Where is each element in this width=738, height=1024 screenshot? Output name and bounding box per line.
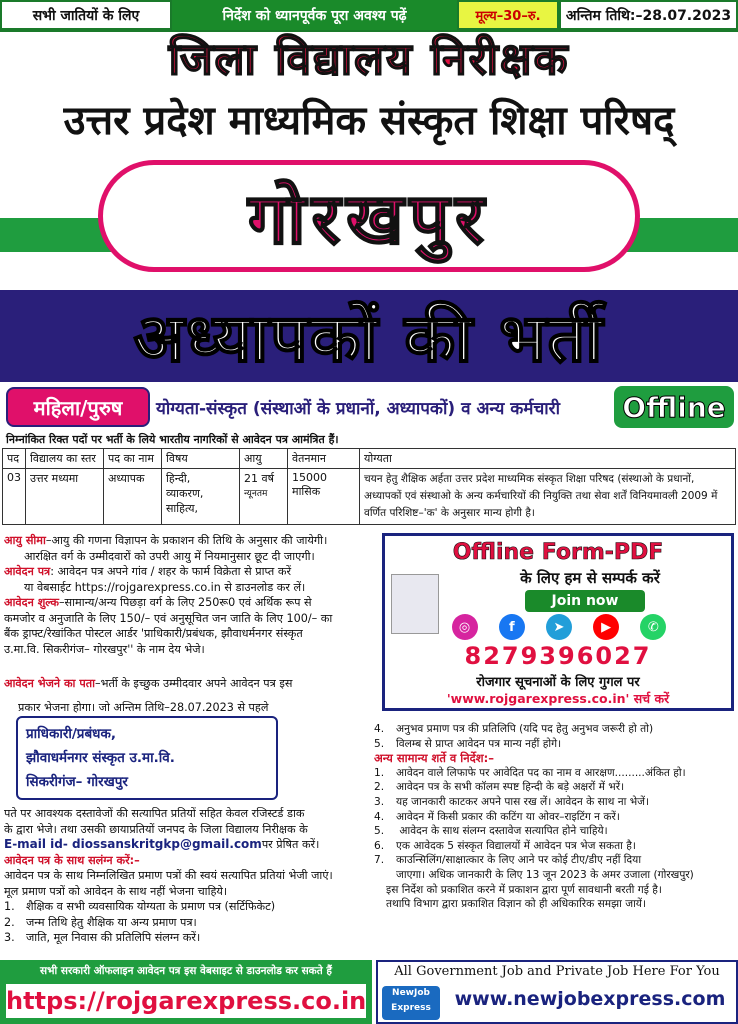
- subject-1: हिन्दी,: [166, 472, 191, 485]
- list-item-number: 5.: [374, 825, 385, 838]
- list-item: [4, 930, 376, 946]
- email-text: E-mail id- diossanskritgkp@gmail.com: [4, 837, 262, 851]
- list-item-number: 5.: [374, 737, 385, 750]
- ad-subtitle: के लिए हम से सम्पर्क करें: [520, 569, 660, 587]
- recruitment-title: अध्यापकों की भर्ती: [133, 300, 605, 377]
- email-suffix: पर प्रेषित करें।: [261, 838, 320, 851]
- list-item-text: जाति, मूल निवास की प्रतिलिपि संलग्न करें।: [26, 931, 201, 944]
- fee-text: –सामान्य/अन्य पिछड़ा वर्ग के लिए 250रू0 एवं अर्थिक रूप से: [58, 596, 312, 609]
- table-header-row: [3, 449, 736, 469]
- subject-2: व्याकरण,: [166, 487, 204, 500]
- list-item-number: 6.: [374, 839, 385, 852]
- right-conditions: [374, 722, 736, 912]
- newjob-express-logo: [382, 986, 440, 1020]
- price-label: मूल्य–30–रु.: [457, 0, 559, 30]
- list-item: [374, 795, 736, 810]
- subject-3: साहित्य,: [166, 502, 199, 515]
- list-item-text: आवेदन पत्र के सभी कॉलम स्पष्ट हिन्दी के बड़े अक्षरों में भरें।: [396, 781, 625, 794]
- items-a-list: [374, 722, 736, 751]
- telegram-icon[interactable]: ➤: [546, 614, 572, 640]
- enc-text: आवेदन पत्र के साथ निम्नलिखित प्रमाण पत्रों की स्वयं सत्यापित प्रतियां भेजी जाएं।: [4, 869, 333, 882]
- newjobexpress-link[interactable]: www.newjobexpress.com: [454, 988, 726, 1010]
- fee-text-2: कमजोर व अनुजाति के लिए 150/– एवं अनुसूचित जन जाति के लिए 100/– का: [4, 611, 333, 625]
- list-item-text: शैक्षिक व सभी व्यवसायिक योग्यता के प्रमाण पत्र (सर्टिफिकेट): [26, 900, 276, 913]
- city-name: गोरखपुर: [248, 178, 490, 260]
- logo-line-2: Express: [391, 1003, 431, 1013]
- addr-line-3: सिकरीगंज– गोरखपुर: [26, 774, 128, 790]
- addr-text: –भर्ती के इच्छुक उम्मीदवार अपने आवेदन पत्र इस: [94, 677, 293, 690]
- fee-text-3: बैंक ड्राफ्ट/रेखांकित पोस्टल आर्डर 'प्राधिकारी/प्रबंधक, झौवाधर्मनगर संस्कृत: [4, 627, 303, 640]
- join-now-button[interactable]: Join now: [525, 590, 645, 612]
- list-item-number: 7.: [374, 854, 385, 867]
- address-section: [4, 676, 376, 715]
- list-item: [374, 853, 736, 868]
- list-item-number: 2.: [374, 781, 385, 794]
- address-box: [16, 716, 278, 800]
- th-pay: वेतनमान: [288, 449, 360, 469]
- age-value: 21 वर्ष: [244, 472, 274, 485]
- city-banner: [98, 160, 640, 272]
- list-item-number: 2.: [4, 915, 15, 929]
- ad-title: Offline Form-PDF: [452, 540, 664, 565]
- fee-label: आवेदन शुल्क: [4, 596, 59, 609]
- cont-text-3: तथापि विभाग द्वारा प्रकाशित विज्ञान को ही अधिकारिक समझा जायें।: [386, 898, 646, 911]
- list-item: [4, 899, 376, 915]
- whatsapp-icon[interactable]: ✆: [640, 614, 666, 640]
- footer-right-text: All Government Job and Private Job Here For You: [394, 964, 720, 979]
- list-item-text: अनुभव प्रमाण पत्र की प्रतिलिपि (यदि पद हेतु अनुभव जरूरी हो तो): [396, 723, 654, 735]
- items-b-list: [374, 766, 736, 868]
- cell-name: अध्यापक: [104, 469, 162, 525]
- logo-line-1: NewJob: [392, 988, 430, 998]
- top-strip: [0, 0, 738, 32]
- other-conditions-label: अन्य सामान्य शर्ते व निर्देश:–: [374, 751, 494, 766]
- list-item: [374, 766, 736, 781]
- age-section: [4, 533, 376, 657]
- enclosure-list: [4, 899, 376, 946]
- cell-posts: 03: [3, 469, 26, 525]
- list-item-text: विलम्ब से प्राप्त आवेदन पत्र मान्य नहीं होगे।: [396, 737, 562, 750]
- instagram-icon[interactable]: ◎: [452, 614, 478, 640]
- th-age: आयु: [240, 449, 288, 469]
- footer-left-text: सभी सरकारी ऑफलाइन आवेदन पत्र इस वेबसाइट से डाउनलोड कर सकते हैं: [40, 965, 332, 977]
- form-label: आवेदन पत्र: [4, 565, 51, 578]
- rojgarexpress-link[interactable]: https://rojgarexpress.co.in: [4, 982, 368, 1020]
- list-item: [4, 915, 376, 931]
- age-text-2: आरक्षित वर्ग के उम्मीदवारों को उपरी आयु में नियमानुसार छूट दी जाएगी।: [24, 549, 315, 563]
- th-posts: पद: [3, 449, 26, 469]
- list-item-text: यह जानकारी काटकर अपने पास रख लें। आवेदन के साथ ना भेजें।: [396, 795, 650, 808]
- addr-line-1: प्राधिकारी/प्रबंधक,: [26, 726, 116, 742]
- offline-form-ad: [382, 533, 734, 711]
- intro-text: निम्नांकित रिक्त पदों पर भर्ती के लिये भारतीय नागरिकों से आवेदन पत्र आमंत्रित हैं।: [6, 433, 339, 446]
- offline-badge: Offline: [614, 386, 734, 428]
- last-date-label: अन्तिम तिथि:–28.07.2023: [559, 0, 738, 30]
- list-item: [374, 722, 736, 737]
- qualification-row: [0, 384, 738, 430]
- list-item-text: काउन्सिलिंग/साक्षात्कार के लिए आने पर कोई टीए/डीए नहीं दिया: [396, 854, 642, 867]
- list-item-text: जन्म तिथि हेतु शैक्षिक या अन्य प्रमाण पत्र।: [26, 915, 197, 929]
- th-subject: विषय: [162, 449, 240, 469]
- cell-subject: [162, 469, 240, 525]
- ad-info-text: रोजगार सूचनाओं के लिए गुगल पर: [476, 675, 640, 690]
- list-item-text: आवेदन के साथ संलग्न दस्तावेज सत्यापित होने चाहिये।: [396, 825, 608, 838]
- form-thumbnail-image: [391, 574, 439, 634]
- fee-text-4: उ.मा.वि. सिकरीगंज– गोरखपुर'' के नाम देय भेजे।: [4, 642, 205, 656]
- list-item-text: एक आवेदक 5 संस्कृत विद्यालयों में आवेदन पत्र भेज सकता है।: [396, 839, 636, 852]
- enc-text-2: मूल प्रमाण पत्रों को आवेदन के साथ नहीं भेजना चाहिये।: [4, 884, 228, 898]
- cell-age: [240, 469, 288, 525]
- addr-text-2: प्रकार भेजना होगा। जो अन्तिम तिथि–28.07.2023 से पहले: [18, 700, 269, 714]
- list-item-number: 4.: [374, 723, 385, 735]
- list-item: [374, 780, 736, 795]
- addr-line-2: झौवाधर्मनगर संस्कृत उ.मा.वि.: [26, 750, 175, 766]
- th-qualification: योग्यता: [360, 449, 736, 469]
- list-item-number: 4.: [374, 810, 385, 823]
- cont-text-1: जाएगा। अधिक जानकारी के लिए 13 जून 2023 के अमर उजाला (गोरखपुर): [396, 868, 694, 881]
- age-label: आयु सीमा: [4, 534, 46, 547]
- board-title: उत्तर प्रदेश माध्यमिक संस्कृत शिक्षा परिषद्: [63, 98, 675, 144]
- registered-post-section: [4, 806, 376, 946]
- youtube-icon[interactable]: ▶: [593, 614, 619, 640]
- form-text: : आवेदन पत्र अपने गांव / शहर के फार्म विक्रेता से प्राप्त करें: [50, 565, 292, 578]
- footer-left: [0, 960, 372, 1024]
- cell-pay: 15000 मासिक: [288, 469, 360, 525]
- form-text-2: या वेबसाईट https://rojgarexpress.co.in से डाउनलोड कर लें।: [24, 580, 306, 594]
- list-item-number: 3.: [374, 795, 385, 808]
- all-castes-label: सभी जातियों के लिए: [0, 0, 172, 30]
- social-icons: [441, 614, 677, 640]
- facebook-icon[interactable]: f: [499, 614, 525, 640]
- reg-text-2: के द्वारा भेजे। तथा उसकी छायाप्रतियों जनपद के जिला विद्यालय निरीक्षक के: [4, 822, 308, 836]
- instruction-label: निर्देश को ध्यानपूर्वक पूरा अवश्य पढ़ें: [172, 0, 457, 30]
- list-item-text: आवेदन वाले लिफाफे पर आवेदित पद का नाम व आरक्षण.........अंकित हो।: [396, 766, 686, 779]
- list-item: [374, 839, 736, 854]
- age-text: –आयु की गणना विज्ञापन के प्रकाशन की तिथि के अनुसार की जायेगी।: [45, 534, 328, 547]
- cell-level: उत्तर मध्यमा: [26, 469, 104, 525]
- enclosure-label: आवेदन पत्र के साथ सलंग्न करें:–: [4, 853, 140, 867]
- posts-table: [2, 448, 736, 525]
- th-name: पद का नाम: [104, 449, 162, 469]
- department-title: जिला विद्यालय निरीक्षक: [168, 34, 570, 85]
- list-item: [374, 810, 736, 825]
- cell-qualification: चयन हेतु शैक्षिक अर्हता उत्तर प्रदेश माध्यमिक संस्कृत शिक्षा परिषद (संस्थाओ के प्रधानों, अध्यापकों एवं संस्थाओ के अन्य कर्मचारियों की नियुक्ति तथा सेवा शर्तें विनियमावली 2009 में वर्णित परिशिष्ट–'क' के अनुसार मान्य होगी है।: [360, 469, 736, 525]
- cont-text-2: इस निर्देश को प्रकाशित करने में प्रकाशन द्वारा पूर्ण सावधानी बरती गई है।: [386, 883, 662, 896]
- footer-right: [376, 960, 738, 1024]
- ad-phone-number: 8279396027: [464, 642, 652, 670]
- reg-text: पते पर आवश्यक दस्तावेजों की सत्यापित प्रतियों सहित केवल रजिस्टर्ड डाक: [4, 807, 305, 820]
- list-item-number: 1.: [4, 900, 15, 913]
- age-note: न्यूनतम: [244, 489, 268, 499]
- recruitment-banner: [0, 290, 738, 382]
- list-item-number: 1.: [374, 766, 385, 779]
- list-item: [374, 824, 736, 839]
- qualification-text: योग्यता-संस्कृत (संस्थाओं के प्रधानों, अध्यापकों) व अन्य कर्मचारी: [156, 398, 561, 419]
- th-level: विद्यालय का स्तर: [26, 449, 104, 469]
- table-row: [3, 469, 736, 525]
- ad-site-text: 'www.rojgarexpress.co.in' सर्च करें: [446, 691, 670, 706]
- gender-badge: महिला/पुरुष: [6, 387, 150, 427]
- list-item-text: आवेदन में किसी प्रकार की कटिंग या ओवर–राइटिंग न करें।: [396, 810, 620, 823]
- list-item: [374, 737, 736, 752]
- list-item-number: 3.: [4, 931, 15, 944]
- addr-label: आवेदन भेजने का पता: [4, 677, 95, 690]
